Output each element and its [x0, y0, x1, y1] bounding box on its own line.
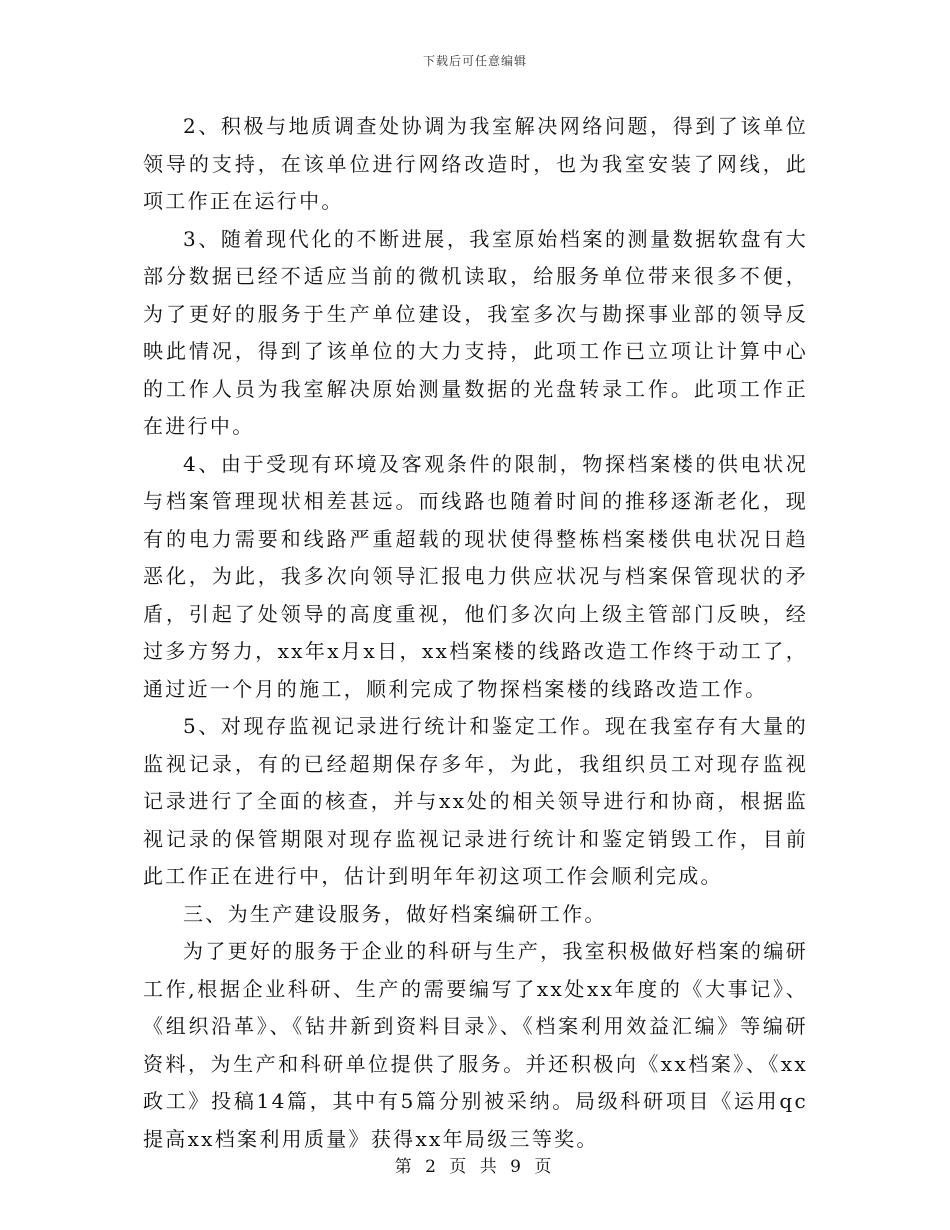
paragraph-compilation: 为了更好的服务于企业的科研与生产，我室积极做好档案的编研工作,根据企业科研、生产的需要编写了xx处xx年度的《大事记》、《组织沿革》、《钻井新到资料目录》、《档案利用效益汇编》等编研资料，为生产和科研单位提供了服务。并还积极向《xx档案》、《xx政工》投稿14篇，其中有5篇分别被采纳。局级科研项目《运用qc提高xx档案利用质量》获得xx年局级三等奖。	[143, 939, 808, 1151]
page-header: 下载后可任意编辑	[422, 54, 527, 68]
section-heading-3: 三、为生产建设服务，做好档案编研工作。	[183, 901, 607, 926]
paragraph-item-4: 4、由于受现有环境及客观条件的限制，物探档案楼的供电状况与档案管理现状相差甚远。而线路也随着时间的推移逐渐老化，现有的电力需要和线路严重超载的现状使得整栋档案楼供电状况日趋恶化，为此，我多次向领导汇报电力供应状况与档案保管现状的矛盾，引起了处领导的高度重视，他们多次向上级主管部门反映，经过多方努力，xx年x月x日，xx档案楼的线路改造工作终于动工了，通过近一个月的施工，顺利完成了物探档案楼的线路改造工作。	[143, 451, 808, 701]
paragraph-item-2: 2、积极与地质调查处协调为我室解决网络问题，得到了该单位领导的支持，在该单位进行网络改造时，也为我室安装了网线，此项工作正在运行中。	[143, 114, 808, 213]
paragraph-item-3: 3、随着现代化的不断进展，我室原始档案的测量数据软盘有大部分数据已经不适应当前的微机读取，给服务单位带来很多不便，为了更好的服务于生产单位建设，我室多次与勘探事业部的领导反映此情况，得到了该单位的大力支持，此项工作已立项让计算中心的工作人员为我室解决原始测量数据的光盘转录工作。此项工作正在进行中。	[143, 226, 808, 438]
page-number: 第 2 页 共 9 页	[394, 1157, 556, 1177]
document-body	[143, 108, 808, 1158]
paragraph-item-5: 5、对现存监视记录进行统计和鉴定工作。现在我室存有大量的监视记录，有的已经超期保存多年，为此，我组织员工对现存监视记录进行了全面的核查，并与xx处的相关领导进行和协商，根据监视记录的保管期限对现存监视记录进行统计和鉴定销毁工作，目前此工作正在进行中，估计到明年年初这项工作会顺利完成。	[143, 714, 808, 888]
